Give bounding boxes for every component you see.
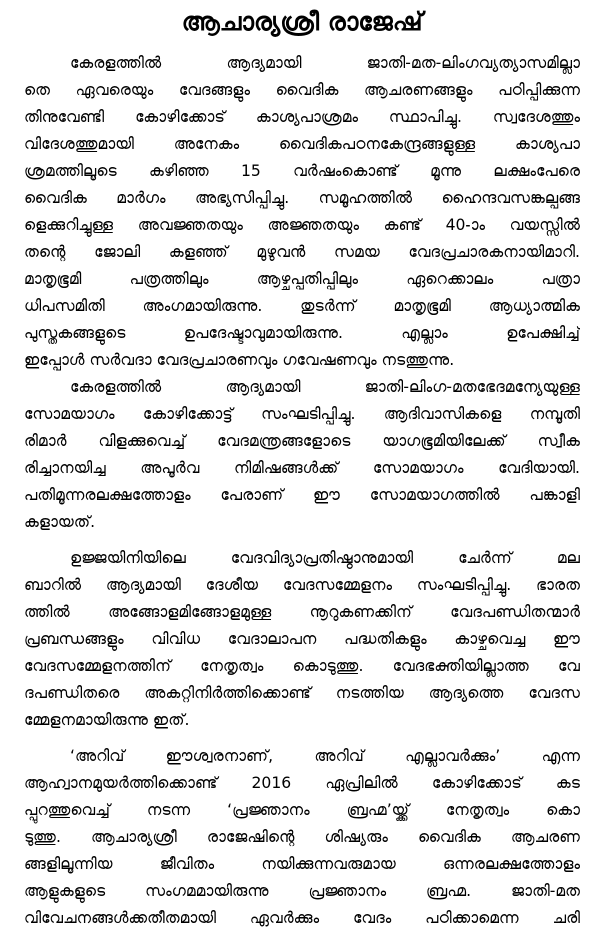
- text-line: ഉജ്ജയിനിയിലെ വേദവിദ്യാപ്രതിഷ്ഠാനുമായി ചേർന്ന് മല: [70, 549, 580, 567]
- text-line: കേരളത്തിൽ ആദ്യമായി ജാതി-മത-ലിംഗവ്യത്യാസമില്ലാ: [70, 54, 580, 72]
- text-line: പുസ്തകങ്ങളുടെ ഉപദേഷ്ടാവുമായിരുന്നു. എല്ലാം ഉപേക്ഷിച്ച്: [24, 324, 580, 342]
- text-line: രിമാർ വിളക്കുവെച്ച് വേദമന്ത്രങ്ങളോടെ യാഗഭൂമിയിലേക്ക് സ്വീക: [24, 432, 580, 450]
- paragraph-2: [24, 374, 580, 536]
- text-line: മ്മേളനമായിരുന്നു ഇത്.: [24, 711, 190, 729]
- text-line: ദപണ്ഡിതരെ അകറ്റിനിർത്തിക്കൊണ്ട് നടത്തിയ ആദ്യത്തെ വേദസ: [24, 684, 580, 702]
- text-line: വേദസമ്മേളനത്തിന് നേതൃത്വം കൊടുത്തു. വേദഭക്തിയില്ലാത്ത വേ: [24, 657, 580, 675]
- text-line: ‘അറിവ് ഈശ്വരനാണ്, അറിവ് എല്ലാവർക്കും’ എന്ന: [70, 747, 580, 765]
- text-line: പ്രബന്ധങ്ങളും വിവിധ വേദാലാപന പദ്ധതികളും കാഴ്ചവെച്ച ഈ: [24, 630, 580, 648]
- text-line: തന്റെ ജോലി കളഞ്ഞ് മുഴുവൻ സമയ വേദപ്രചാരകനായിമാറി.: [24, 243, 580, 261]
- text-line: പതിമൂന്നരലക്ഷത്തോളം പേരാണ് ഈ സോമയാഗത്തിൽ പങ്കാളി: [24, 486, 580, 504]
- text-line: രിച്ചാനയിച്ച അപൂർവ നിമിഷങ്ങൾക്ക് സോമയാഗം വേദിയായി.: [24, 459, 580, 477]
- text-line: ങ്ങളിലൂന്നിയ ജീവിതം നയിക്കുന്നവരുമായ ഒന്നരലക്ഷത്തോളം: [24, 855, 580, 873]
- text-line: വിദേശത്തുമായി അനേകം വൈദികപഠനകേന്ദ്രങ്ങളുള്ള കാശ്യപാ: [24, 135, 580, 153]
- text-line: മാതൃഭൂമി പത്രത്തിലും ആഴ്ചപ്പതിപ്പിലും ഏറെക്കാലം പത്രാ: [24, 270, 580, 288]
- text-line: തെ ഏവരെയും വേദങ്ങളും വൈദിക ആചരണങ്ങളും പഠിപ്പിക്കുന്ന: [24, 81, 580, 99]
- text-line: പ്പുറത്തുവെച്ച് നടന്ന ‘പ്രജ്ഞാനം ബ്രഹ്മ’യ്ക്ക് നേതൃത്വം കൊ: [24, 801, 580, 819]
- text-line: സോമയാഗം കോഴിക്കോട്ട് സംഘടിപ്പിച്ചു. ആദിവാസികളെ നമ്പൂതി: [24, 405, 580, 423]
- paragraph-3: [24, 545, 580, 734]
- text-line: ഇപ്പോൾ സർവദാ വേദപ്രചാരണവും ഗവേഷണവും നടത്തുന്നു.: [24, 351, 455, 369]
- text-line: ശ്രമത്തിലൂടെ കഴിഞ്ഞ 15 വർഷംകൊണ്ട് മൂന്നു ലക്ഷംപേരെ: [24, 162, 580, 180]
- text-line: കളായത്.: [24, 513, 96, 531]
- text-line: ളെക്കുറിച്ചുള്ള അവജ്ഞതയും അജ്ഞതയും കണ്ട് 40-ാം വയസ്സിൽ: [24, 216, 580, 234]
- text-line: ത്തിൽ അങ്ങോളമിങ്ങോളമുള്ള നൂറുകണക്കിന് വേദപണ്ഡിതന്മാർ: [24, 603, 580, 621]
- text-line: തിനുവേണ്ടി കോഴിക്കോട് കാശ്യപാശ്രമം സ്ഥാപിച്ചു. സ്വദേശത്തും: [24, 108, 580, 126]
- text-line: ടുത്തു. ആചാര്യശ്രീ രാജേഷിന്റെ ശിഷ്യരും വൈദിക ആചരണ: [24, 828, 580, 846]
- text-line: ധിപസമിതി അംഗമായിരുന്നു. തുടർന്ന് മാതൃഭൂമി ആധ്യാത്മിക: [24, 297, 580, 315]
- paragraph-gap: [24, 536, 580, 545]
- page-title: ആചാര്യശ്രീ രാജേഷ്: [181, 7, 423, 36]
- text-line: ആളുകളുടെ സംഗമമായിരുന്നു പ്രജ്ഞാനം ബ്രഹ്മ. ജാതി-മത: [24, 882, 580, 900]
- text-line: വൈദിക മാർഗം അഭ്യസിപ്പിച്ചു. സമൂഹത്തിൽ ഹൈന്ദവസങ്കല്പങ്ങ: [24, 189, 580, 207]
- text-line: വിവേചനങ്ങൾക്കതീതമായി ഏവർക്കും വേദം പഠിക്കാമെന്ന ചരി: [24, 909, 580, 927]
- paragraph-1: [24, 50, 580, 374]
- paragraph-gap: [24, 734, 580, 743]
- paragraph-4: [24, 743, 580, 932]
- text-line: ആഹ്വാനമുയർത്തിക്കൊണ്ട് 2016 ഏപ്രിലിൽ കോഴിക്കോട് കട: [24, 774, 580, 792]
- text-line: കേരളത്തിൽ ആദ്യമായി ജാതി-ലിംഗ-മതഭേദമന്യേയുള്ള: [70, 378, 580, 396]
- text-line: ബാറിൽ ആദ്യമായി ദേശീയ വേദസമ്മേളനം സംഘടിപ്പിച്ചു. ഭാരത: [24, 576, 580, 594]
